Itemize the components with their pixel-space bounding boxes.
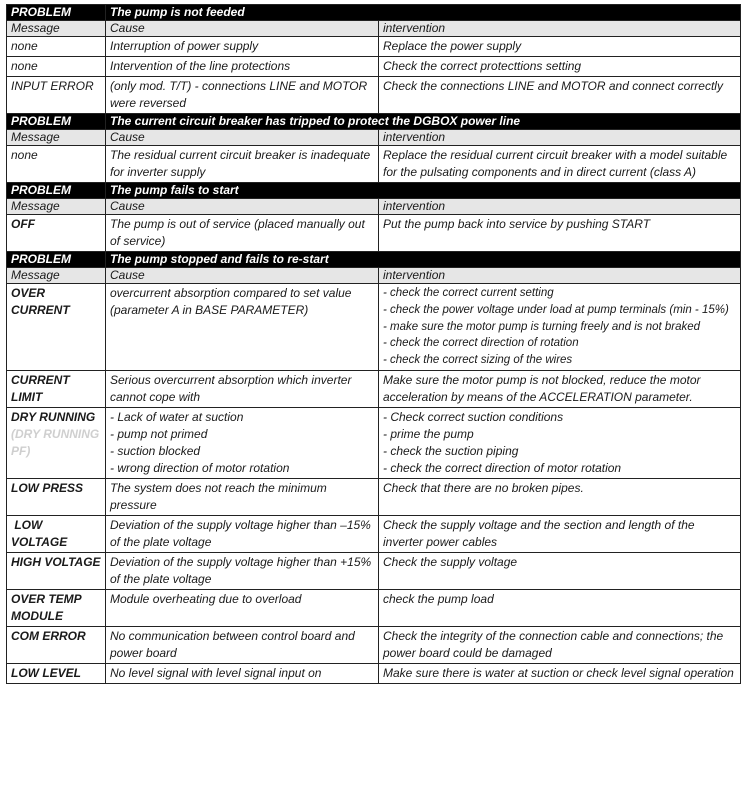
cause-line: - wrong direction of motor rotation [110,460,290,475]
intervention-cell [379,478,741,515]
intervention-cell [379,284,741,371]
table-row [7,407,741,478]
cause-cell [106,407,379,478]
message-text: OVER CURRENT [11,286,70,317]
message-text: none [11,148,38,162]
message-cell [7,77,106,114]
cause-cell [106,146,379,183]
problem-label: PROBLEM [7,114,106,130]
cause-line: Serious overcurrent absorption which inverter cannot cope with [110,372,352,404]
column-header-row [7,199,741,215]
problem-title: The pump is not feeded [106,5,741,21]
problem-title: The pump stopped and fails to re-start [106,252,741,268]
problem-header-row [7,114,741,130]
cause-line: Intervention of the line protections [110,59,291,73]
problem-header-row [7,5,741,21]
column-header-intervention: intervention [379,21,741,37]
troubleshooting-table-container [6,4,740,684]
intervention-cell [379,663,741,683]
message-text: none [11,39,38,53]
column-header-row [7,130,741,146]
message-cell [7,552,106,589]
table-row [7,57,741,77]
message-cell [7,370,106,407]
cause-cell [106,57,379,77]
cause-cell [106,37,379,57]
intervention-cell [379,370,741,407]
intervention-line: - check the correct direction of motor rotation [383,460,622,475]
cause-line: - Lack of water at suction [110,409,244,424]
intervention-cell [379,407,741,478]
table-row [7,589,741,626]
cause-cell [106,589,379,626]
column-header-intervention: intervention [379,268,741,284]
cause-line: No communication between control board and power board [110,628,355,660]
message-text: none [11,59,38,73]
intervention-line: Check the correct protecttions setting [383,59,582,73]
cause-line: Module overheating due to overload [110,591,302,606]
column-header-cause: Cause [106,199,379,215]
intervention-line: Check the supply voltage [383,554,518,569]
problem-header-row [7,252,741,268]
troubleshooting-table-body [7,5,741,684]
cause-line: The system does not reach the minimum pressure [110,480,327,512]
cause-cell [106,370,379,407]
message-text: DRY RUNNING [11,409,96,424]
troubleshooting-table [6,4,741,684]
cause-line: The residual current circuit breaker is inadequate for inverter supply [110,148,371,179]
message-cell [7,589,106,626]
column-header-message: Message [7,21,106,37]
problem-header-row [7,183,741,199]
column-header-intervention: intervention [379,130,741,146]
column-header-cause: Cause [106,268,379,284]
cause-cell [106,626,379,663]
problem-label: PROBLEM [7,183,106,199]
column-header-cause: Cause [106,21,379,37]
message-cell [7,407,106,478]
column-header-intervention: intervention [379,199,741,215]
message-cell [7,146,106,183]
intervention-line: - check the power voltage under load at pump terminals (min - 15%) [383,303,729,316]
message-text: HIGH VOLTAGE [11,554,101,569]
cause-line: The pump is out of service (placed manually out of service) [110,217,365,248]
cause-cell [106,284,379,371]
message-text: LOW VOLTAGE [11,517,68,549]
intervention-line: Make sure the motor pump is not blocked, reduce the motor acceleration by means of the ACCELERATION parameter. [383,372,701,404]
table-row [7,478,741,515]
intervention-line: - check the correct direction of rotation [383,337,579,350]
table-row [7,370,741,407]
column-header-message: Message [7,268,106,284]
problem-title: The pump fails to start [106,183,741,199]
message-text: COM ERROR [11,628,86,643]
intervention-line: - check the correct sizing of the wires [383,354,573,367]
cause-cell [106,215,379,252]
table-row [7,146,741,183]
intervention-line: - prime the pump [383,426,474,441]
cause-cell [106,515,379,552]
problem-title: The current circuit breaker has tripped to protect the DGBOX power line [106,114,741,130]
intervention-cell [379,146,741,183]
message-text: LOW PRESS [11,480,84,495]
cause-cell [106,663,379,683]
message-text: LOW LEVEL [11,665,81,680]
problem-label: PROBLEM [7,252,106,268]
message-cell [7,663,106,683]
intervention-cell [379,589,741,626]
cause-cell [106,77,379,114]
intervention-cell [379,57,741,77]
intervention-line: Replace the residual current circuit breaker with a model suitable for the pulsating components and in direct current (class A) [383,148,728,179]
intervention-cell [379,77,741,114]
message-alt-text: (DRY RUNNING PF) [11,426,100,458]
table-row [7,552,741,589]
message-text: INPUT ERROR [11,79,94,93]
message-cell [7,284,106,371]
cause-line: Interruption of power supply [110,39,259,53]
message-cell [7,57,106,77]
column-header-message: Message [7,130,106,146]
intervention-line: Replace the power supply [383,39,522,53]
intervention-line: Check the integrity of the connection cable and connections; the power board could be damaged [383,628,724,660]
table-row [7,663,741,683]
cause-line: No level signal with level signal input on [110,665,322,680]
table-row [7,626,741,663]
message-cell [7,626,106,663]
cause-line: - pump not primed [110,426,208,441]
column-header-cause: Cause [106,130,379,146]
cause-line: Deviation of the supply voltage higher than –15% of the plate voltage [110,517,371,549]
intervention-line: Check that there are no broken pipes. [383,480,584,495]
table-row [7,77,741,114]
table-row [7,37,741,57]
table-row [7,515,741,552]
column-header-message: Message [7,199,106,215]
cause-line: Deviation of the supply voltage higher than +15% of the plate voltage [110,554,372,586]
message-cell [7,37,106,57]
message-cell [7,215,106,252]
intervention-cell [379,37,741,57]
intervention-line: Check the supply voltage and the section and length of the inverter power cables [383,517,695,549]
cause-cell [106,478,379,515]
intervention-line: Check the connections LINE and MOTOR and connect correctly [383,79,723,93]
intervention-line: Put the pump back into service by pushing START [383,217,651,231]
intervention-cell [379,215,741,252]
intervention-line: Make sure there is water at suction or check level signal operation [383,665,734,680]
cause-cell [106,552,379,589]
column-header-row [7,268,741,284]
cause-line: (only mod. T/T) - connections LINE and MOTOR were reversed [110,79,368,110]
intervention-cell [379,626,741,663]
intervention-line: check the pump load [383,591,494,606]
cause-line: - suction blocked [110,443,201,458]
column-header-row [7,21,741,37]
intervention-line: - make sure the motor pump is turning freely and is not braked [383,320,701,333]
intervention-line: - check the suction piping [383,443,519,458]
message-text: OFF [11,217,35,231]
problem-label: PROBLEM [7,5,106,21]
intervention-cell [379,552,741,589]
message-text: OVER TEMP MODULE [11,591,85,623]
cause-line: overcurrent absorption compared to set value (parameter A in BASE PARAMETER) [110,286,352,317]
intervention-line: - check the correct current setting [383,287,554,299]
message-text: CURRENT LIMIT [11,372,74,404]
table-row [7,215,741,252]
message-cell [7,515,106,552]
intervention-cell [379,515,741,552]
table-row [7,284,741,371]
message-cell [7,478,106,515]
intervention-line: - Check correct suction conditions [383,409,564,424]
